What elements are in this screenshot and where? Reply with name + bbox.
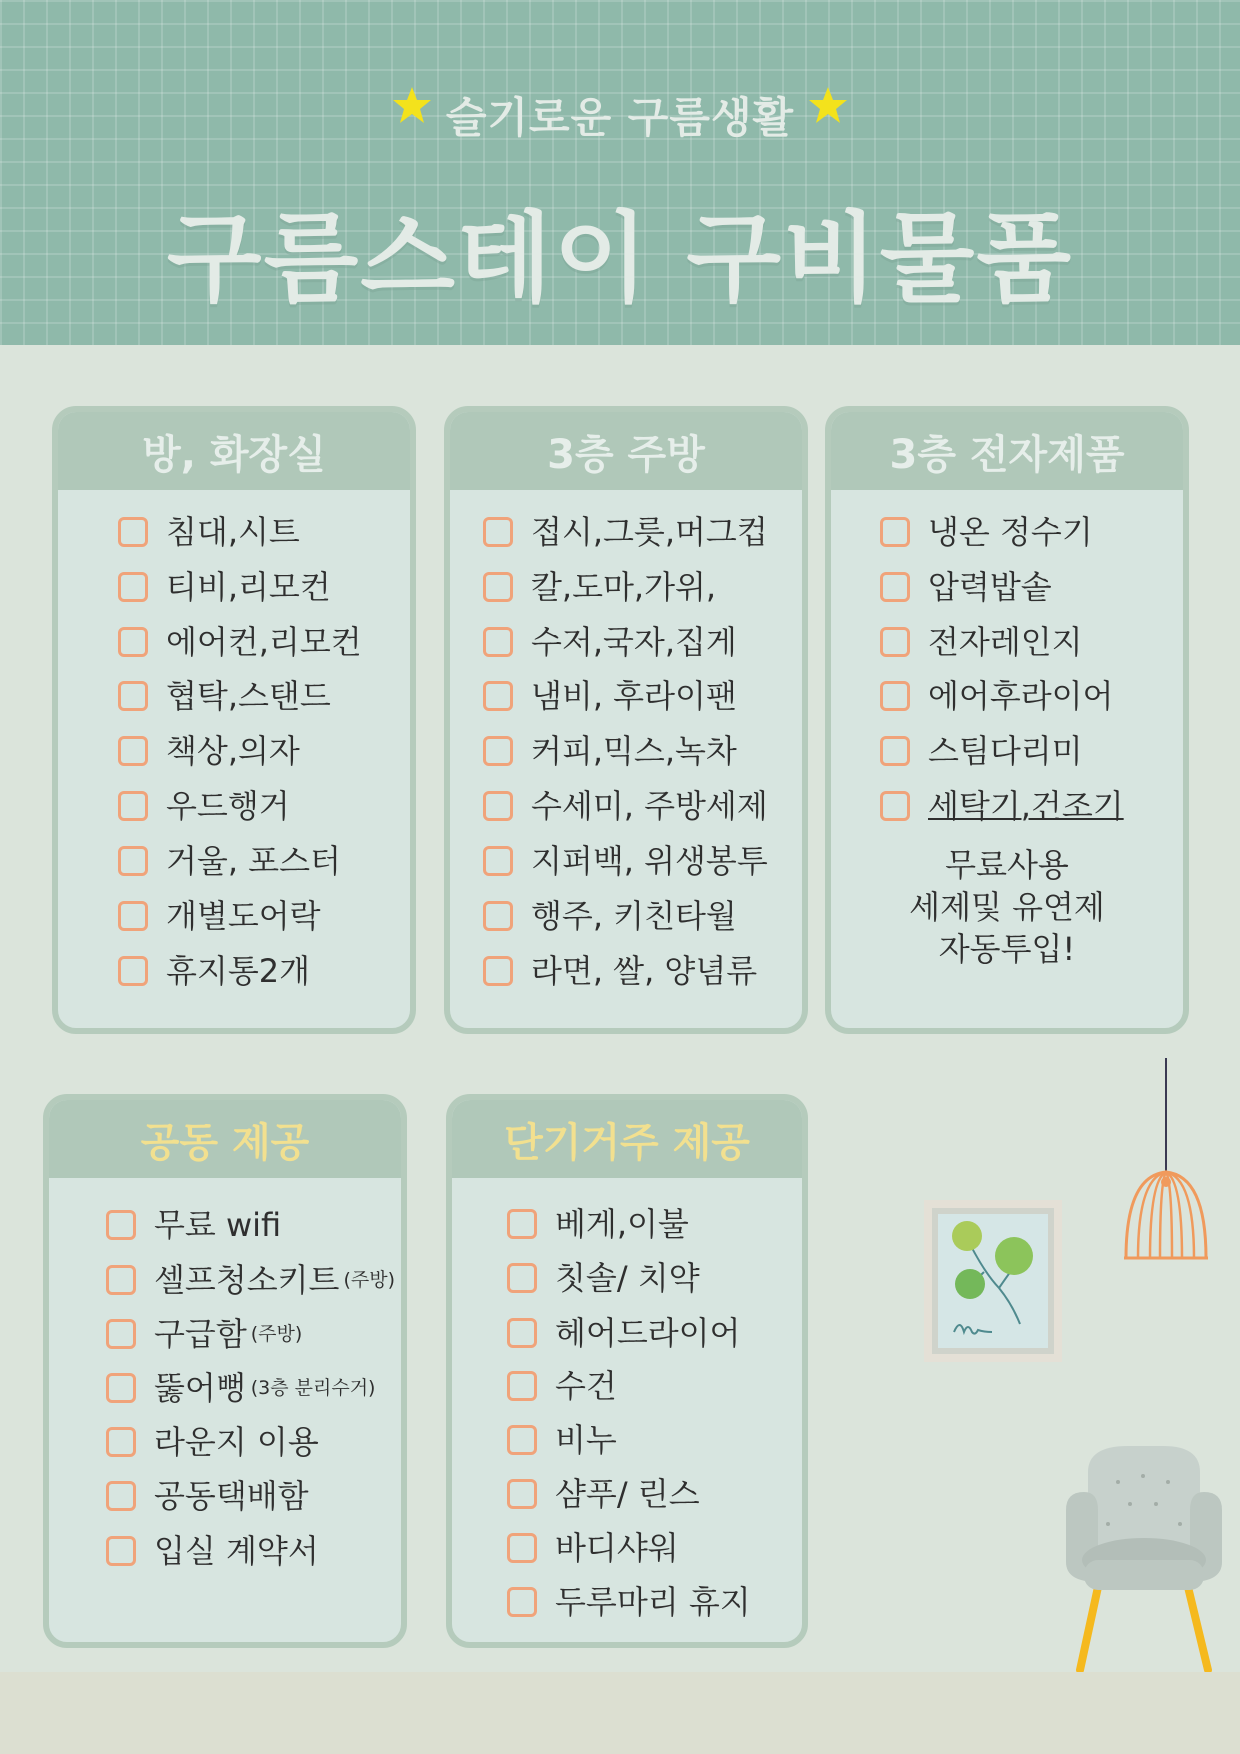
checkbox[interactable] <box>507 1318 537 1348</box>
checkbox[interactable] <box>118 627 148 657</box>
list-item <box>118 676 331 716</box>
list-item <box>483 622 737 662</box>
list-item <box>483 567 716 607</box>
item-label: 세탁기,건조기 <box>928 787 1124 825</box>
item-label: 냉온 정수기 <box>928 513 1093 551</box>
item-label: 협탁,스탠드 <box>166 677 331 715</box>
item-label: 책상,의자 <box>166 732 300 770</box>
list-item <box>106 1476 309 1516</box>
list-item <box>483 951 757 991</box>
card-shared <box>43 1094 407 1648</box>
list-item <box>106 1368 375 1408</box>
item-label: 스팀다리미 <box>928 732 1083 770</box>
item-label: 공동택배함 <box>154 1477 309 1515</box>
item-label: 우드행거 <box>166 787 290 825</box>
checkbox[interactable] <box>483 736 513 766</box>
item-label: 헤어드라이어 <box>555 1314 741 1352</box>
item-label: 수저,국자,집게 <box>531 623 737 661</box>
item-label: 침대,시트 <box>166 513 300 551</box>
item-label: 개별도어락 <box>166 897 321 935</box>
card-title: 3층 주방 <box>450 412 802 490</box>
checkbox[interactable] <box>483 572 513 602</box>
checkbox[interactable] <box>106 1427 136 1457</box>
item-label: 구급함 <box>154 1315 247 1353</box>
item-label: 입실 계약서 <box>154 1532 319 1570</box>
note-line: 무료사용 <box>945 846 1069 884</box>
checkbox[interactable] <box>507 1425 537 1455</box>
star-icon <box>808 85 848 125</box>
checkbox[interactable] <box>118 517 148 547</box>
list-item <box>880 786 1124 826</box>
checkbox[interactable] <box>507 1587 537 1617</box>
card-short-stay <box>446 1094 808 1648</box>
checkbox[interactable] <box>118 956 148 986</box>
framed-plant-picture <box>924 1200 1062 1362</box>
checkbox[interactable] <box>880 627 910 657</box>
checkbox[interactable] <box>118 736 148 766</box>
checkbox[interactable] <box>507 1371 537 1401</box>
item-label: 라운지 이용 <box>154 1423 319 1461</box>
page-title: 구름스테이 구비물품 <box>166 202 1074 316</box>
item-label: 행주, 키친타월 <box>531 897 737 935</box>
list-item <box>507 1420 617 1460</box>
checkbox[interactable] <box>483 901 513 931</box>
item-label: 무료 wifi <box>154 1206 282 1244</box>
checkbox[interactable] <box>106 1265 136 1295</box>
card-electronics <box>825 406 1189 1034</box>
item-label: 휴지통2개 <box>166 952 311 990</box>
header-banner <box>0 0 1240 345</box>
floor-strip <box>0 1672 1240 1754</box>
subtitle-row <box>0 60 1240 150</box>
list-item <box>106 1422 319 1462</box>
checkbox[interactable] <box>106 1210 136 1240</box>
page-subtitle: 슬기로운 구름생활 <box>445 93 795 142</box>
list-item <box>118 786 290 826</box>
list-item <box>118 512 300 552</box>
star-icon <box>392 85 432 125</box>
list-item <box>507 1528 679 1568</box>
list-item <box>106 1260 395 1300</box>
checkbox[interactable] <box>118 572 148 602</box>
item-label: 샴푸/ 린스 <box>555 1475 700 1513</box>
checkbox[interactable] <box>507 1479 537 1509</box>
checkbox[interactable] <box>483 846 513 876</box>
note-line: 자동투입! <box>938 930 1076 968</box>
item-label: 에어컨,리모컨 <box>166 623 362 661</box>
checkbox[interactable] <box>880 791 910 821</box>
item-label: 비누 <box>555 1421 617 1459</box>
list-item <box>507 1582 751 1622</box>
list-item <box>118 731 300 771</box>
card-room-bathroom <box>52 406 416 1034</box>
item-label: 압력밥솥 <box>928 568 1052 606</box>
checkbox[interactable] <box>118 901 148 931</box>
list-item <box>880 731 1083 771</box>
armchair <box>1058 1442 1230 1674</box>
item-label: 전자레인지 <box>928 623 1083 661</box>
list-item <box>507 1204 689 1244</box>
checkbox[interactable] <box>118 791 148 821</box>
list-item <box>483 786 768 826</box>
list-item <box>507 1474 700 1514</box>
list-item <box>483 896 737 936</box>
checkbox[interactable] <box>483 517 513 547</box>
list-item <box>118 567 331 607</box>
card-title: 단기거주 제공 <box>452 1100 802 1178</box>
item-label: 베게,이불 <box>555 1205 689 1243</box>
list-item <box>483 841 768 881</box>
list-item <box>880 622 1083 662</box>
item-label: 냄비, 후라이팬 <box>531 677 737 715</box>
list-item <box>880 567 1052 607</box>
list-item <box>106 1314 302 1354</box>
free-use-note <box>831 844 1183 970</box>
list-item <box>483 731 737 771</box>
item-label: 셀프청소키트 <box>154 1261 340 1299</box>
list-item <box>507 1366 617 1406</box>
item-label: 거울, 포스터 <box>166 842 341 880</box>
list-item <box>106 1205 281 1245</box>
checkbox[interactable] <box>880 681 910 711</box>
list-item <box>118 896 321 936</box>
checkbox[interactable] <box>507 1209 537 1239</box>
list-item <box>118 951 310 991</box>
list-item <box>507 1313 740 1353</box>
item-label: 커피,믹스,녹차 <box>531 732 737 770</box>
checkbox[interactable] <box>483 791 513 821</box>
checkbox[interactable] <box>106 1481 136 1511</box>
card-title: 3층 전자제품 <box>831 412 1183 490</box>
checkbox[interactable] <box>106 1319 136 1349</box>
item-note: (주방) <box>343 1269 396 1291</box>
card-title: 방, 화장실 <box>58 412 410 490</box>
checkbox[interactable] <box>106 1373 136 1403</box>
pendant-lamp <box>1116 1058 1216 1260</box>
item-note: (주방) <box>250 1323 303 1345</box>
list-item <box>880 512 1093 552</box>
list-item <box>118 622 362 662</box>
card-kitchen <box>444 406 808 1034</box>
list-item <box>507 1258 700 1298</box>
checkbox[interactable] <box>483 627 513 657</box>
item-label: 뚫어뻥 <box>154 1369 247 1407</box>
list-item <box>483 512 768 552</box>
item-label: 수세미, 주방세제 <box>531 787 768 825</box>
item-label: 지퍼백, 위생봉투 <box>531 842 768 880</box>
item-label: 라면, 쌀, 양념류 <box>531 952 758 990</box>
checkbox[interactable] <box>880 572 910 602</box>
checkbox[interactable] <box>880 517 910 547</box>
item-note: (3층 분리수거) <box>250 1377 376 1399</box>
item-label: 칫솔/ 치약 <box>555 1259 700 1297</box>
item-label: 바디샤워 <box>555 1529 679 1567</box>
list-item <box>106 1531 319 1571</box>
item-label: 접시,그릇,머그컵 <box>531 513 768 551</box>
card-title: 공동 제공 <box>49 1100 401 1178</box>
checkbox[interactable] <box>483 956 513 986</box>
list-item <box>118 841 341 881</box>
note-line: 세제및 유연제 <box>909 888 1105 926</box>
checkbox[interactable] <box>507 1263 537 1293</box>
checkbox[interactable] <box>483 681 513 711</box>
item-label: 수건 <box>555 1367 617 1405</box>
checkbox[interactable] <box>106 1536 136 1566</box>
checkbox[interactable] <box>118 846 148 876</box>
item-label: 티비,리모컨 <box>166 568 331 606</box>
item-label: 에어후라이어 <box>928 677 1114 715</box>
checkbox[interactable] <box>118 681 148 711</box>
checkbox[interactable] <box>507 1533 537 1563</box>
item-label: 두루마리 휴지 <box>555 1583 751 1621</box>
list-item <box>483 676 737 716</box>
item-label: 칼,도마,가위, <box>531 568 717 606</box>
list-item <box>880 676 1113 716</box>
checkbox[interactable] <box>880 736 910 766</box>
